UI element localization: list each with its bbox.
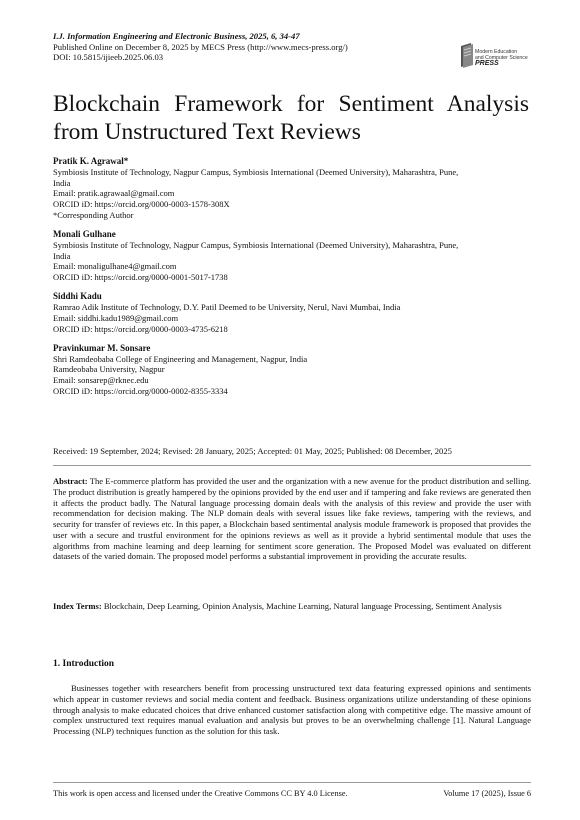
author-detail: ORCID iD: https://orcid.org/0000-0003-4735-6218 [53,323,228,334]
author-detail: Ramrao Adik Institute of Technology, D.Y. Patil Deemed to be University, Nerul, Navi Mumbai, India [53,302,401,313]
logo-line-2: and Computer Science [475,54,528,61]
published-online: Published Online on December 8, 2025 by MECS Press (http://www.mecs-press.org/) [53,41,348,52]
author-detail: India [53,177,71,188]
author-detail: Shri Ramdeobaba College of Engineering and Management, Nagpur, India [53,353,308,364]
abstract-label: Abstract: [53,476,88,486]
author-detail: Email: siddhi.kadu1989@gmail.com [53,312,179,323]
index-terms-label: Index Terms: [53,601,102,611]
author-block [53,156,531,221]
author-detail: Email: pratik.agrawaal@gmail.com [53,188,175,199]
doi: DOI: 10.5815/ijieeb.2025.06.03 [53,52,164,63]
volume-issue: Volume 17 (2025), Issue 6 [443,789,531,798]
paper-title [53,90,533,146]
author-name: Siddhi Kadu [53,291,102,302]
author-name: Pratik K. Agrawal* [53,156,129,166]
author-detail: *Corresponding Author [53,209,134,220]
book-icon [460,42,474,68]
publisher-logo [460,40,530,80]
author-detail: India [53,250,71,261]
author-detail: Email: sonsarep@rknec.edu [53,375,149,386]
divider [53,465,531,466]
author-block [53,291,531,334]
author-list [53,156,531,405]
author-name: Monali Gulhane [53,228,116,239]
logo-line-1: Modern Education [475,49,518,55]
author-detail: ORCID iD: https://orcid.org/0000-0001-5017-1738 [53,272,228,283]
author-detail: ORCID iD: https://orcid.org/0000-0003-1578-308X [53,199,230,210]
section-heading: 1. Introduction [53,659,115,669]
logo-press: PRESS [475,60,499,68]
publication-dates: Received: 19 September, 2024; Revised: 28 January, 2025; Accepted: 01 May, 2025; Published: 08 December, 2025 [53,446,452,456]
author-block [53,229,531,283]
author-detail: ORCID iD: https://orcid.org/0000-0002-8355-3334 [53,385,228,396]
index-terms-text: Blockchain, Deep Learning, Opinion Analysis, Machine Learning, Natural language Processing, Sentiment Analysis [103,601,502,611]
author-block [53,343,531,397]
author-detail: Symbiosis Institute of Technology, Nagpur Campus, Symbiosis International (Deemed University), Maharashtra, Pune, [53,239,459,250]
title-line-1: Blockchain Framework for Sentiment Analysis [53,91,529,117]
author-detail: Email: monaligulhane4@gmail.com [53,261,177,272]
author-detail: Ramdeobaba University, Nagpur [53,364,165,375]
abstract [53,476,531,562]
abstract-text: The E-commerce platform has provided the user and the organization with a new avenue for the product distribution and selling. The product distribution is greatly hampered by the opinions provided by the end user and if tampering and fake reviews are generated then it affects the product badly. The Natural language processing domain deals with the analysis of this review and provide the user with recommendation for decision making. The NLP domain deals with several issues like fake reviews, tampering with the reviews, and security for transfer of reviews etc. In this paper, a Blockchain based sentimental analysis module framework is proposed that provides the user with a secure and trustful environment for the opinions reviews as well as it provide a hybrid sentimental module that uses the algorithms from machine learning and deep learning for sentiment score generation. The Proposed Model was evaluated on different datasets of the varied domain. The proposed model performs a substantial improvement in providing the accurate results. [53,476,532,562]
footer-divider [53,782,531,783]
author-name: Pravinkumar M. Sonsare [53,342,151,353]
intro-paragraph: Businesses together with researchers benefit from processing unstructured text data featuring expressed opinions and sentiments which appear in customer reviews and social media content and feedback. Business organizations utilize understanding of these opinions through analysis to make educated choices that drive enhanced customer satisfaction along with competitive edge. The massive amount of complex unstructured text requires manual evaluation and analysis but proves to be an overwhelming challenge [1]. Natural Language Processing (NLP) techniques function as the solution for this task. [53,683,531,736]
index-terms [53,601,531,612]
journal-header [53,31,348,63]
title-line-2: from Unstructured Text Reviews [53,119,361,145]
journal-citation: I.J. Information Engineering and Electronic Business, 2025, 6, 34-47 [53,31,300,41]
license-note: This work is open access and licensed under the Creative Commons CC BY 4.0 License. [53,789,348,798]
author-detail: Symbiosis Institute of Technology, Nagpur Campus, Symbiosis International (Deemed University), Maharashtra, Pune, [53,167,459,177]
page-footer [53,789,531,798]
